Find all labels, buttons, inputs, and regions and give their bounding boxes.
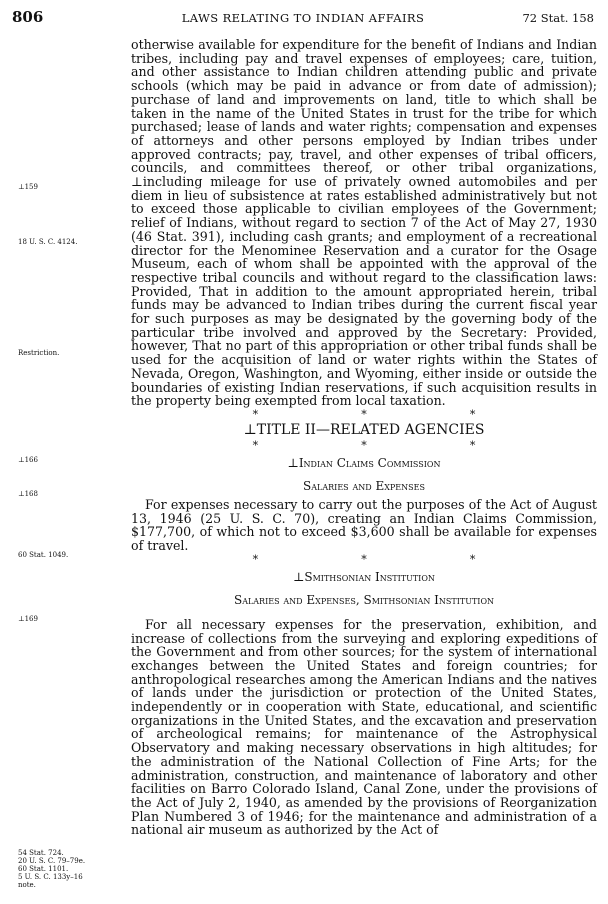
margin-note: 18 U. S. C. 4124.	[18, 238, 78, 246]
body-text	[131, 38, 597, 837]
section-heading: ⊥Indian Claims Commission	[287, 455, 441, 470]
subsection-heading: Salaries and Expenses	[303, 478, 425, 493]
paragraph: otherwise available for expenditure for the benefit of Indians and Indian tribes, including pay and travel expenses of employees; care, tuition, and other assistance to Indian children attending public and private schools (which may be paid in advance or from date of admission); purchase of land and improvements on land, title to which shall be taken in the name of the United States in trust for the tribe for which purchased; lease of lands and water rights; compensation and expenses of attorneys and other persons employed by Indian tribes under approved contracts; pay, travel, and other expenses of tribal officers, councils, and committees thereof, or other tribal organizations, ⊥including mileage for use of privately owned automobiles and per diem in lieu of subsistence at rates established administratively but not to exceed those applicable to civilian employees of the Government; relief of Indians, without regard to section 7 of the Act of May 27, 1930 (46 Stat. 391), including cash grants; and employment of a recreational director for the Menominee Reservation and a curator for the Osage Museum, each of whom shall be appointed with the approval of the respective tribal councils and without regard to the classification laws: Provided, That in addition to the amount appropriated herein, tribal funds may be advanced to Indian tribes during the current fiscal year for such purposes as may be designated by the governing body of the particular tribe involved and approved by the Secretary: Provided, however, That no part of this appropriation or other tribal funds shall be used for the acquisition of land or water rights within the States of Nevada, Oregon, Washington, and Wyoming, either inside or outside the boundaries of existing Indian reservations, if such acquisition results in the property being exempted from local taxation.	[131, 37, 597, 409]
ellipsis-stars: * * *	[252, 407, 476, 421]
ellipsis-stars: * * *	[252, 552, 476, 566]
margin-note: Restriction.	[18, 349, 60, 357]
margin-note: 60 Stat. 1049.	[18, 551, 69, 559]
section-heading: ⊥Smithsonian Institution	[293, 569, 435, 584]
margin-note: ⊥169	[18, 615, 38, 623]
paragraph: For expenses necessary to carry out the purposes of the Act of August 13, 1946 (25 U. S. C. 70), creating an Indian Claims Commission, $177,700, of which not to exceed $3,600 shall be available for expenses of travel.	[131, 496, 597, 554]
ellipsis-stars: * * *	[252, 438, 476, 452]
title-heading: ⊥TITLE II—RELATED AGENCIES	[243, 421, 485, 438]
margin-notes	[0, 0, 122, 904]
page-number: 806	[12, 8, 44, 26]
margin-note: ⊥166	[18, 456, 38, 464]
statute-reference: 72 Stat. 158	[522, 11, 594, 25]
paragraph: For all necessary expenses for the preservation, exhibition, and increase of collections from the surveying and exploring expeditions of the Government and from other sources; for the system of international exchanges between the United States and foreign countries; for anthropological researches among the American Indians and the natives of lands under the jurisdiction or protection of the United States, independently or in cooperation with State, educational, and scientific organizations in the United States, and the excavation and preservation of archeological remains; for maintenance of the Astrophysical Observatory and making necessary observations in high altitudes; for the administration of the National Collection of Fine Arts; for the administration, construction, and maintenance of laboratory and other facilities on Barro Colorado Island, Canal Zone, under the provisions of the Act of July 2, 1940, as amended by the provisions of Reorganization Plan Numbered 3 of 1946; for the maintenance and administration of a national air museum as authorized by the Act of	[131, 616, 597, 838]
margin-note: ⊥159	[18, 183, 38, 191]
running-title: LAWS RELATING TO INDIAN AFFAIRS	[181, 11, 425, 25]
margin-note: 54 Stat. 724. 20 U. S. C. 79–79e. 60 Stat. 1101. 5 U. S. C. 133y–16 note.	[18, 849, 86, 889]
margin-note: ⊥168	[18, 490, 38, 498]
subsection-heading: Salaries and Expenses, Smithsonian Institution	[233, 592, 495, 607]
